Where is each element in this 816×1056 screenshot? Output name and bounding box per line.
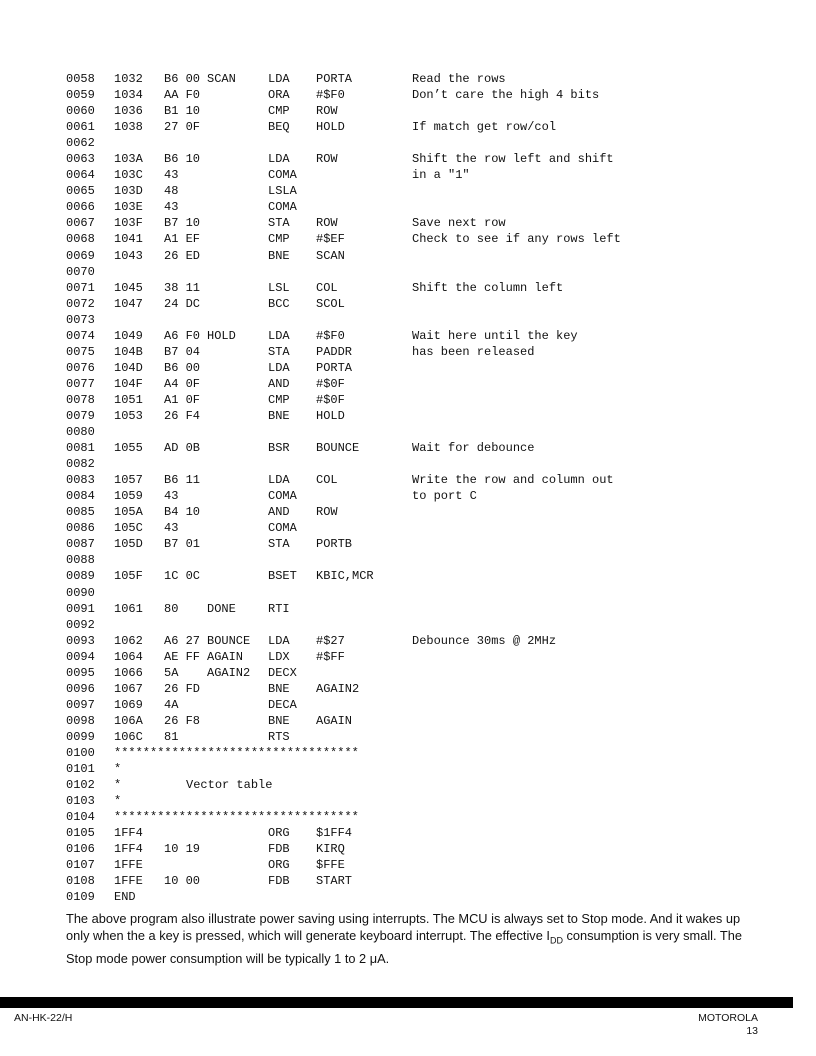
address: 1FFE xyxy=(114,858,143,873)
address: 1057 xyxy=(114,473,143,488)
address: 1043 xyxy=(114,248,143,263)
operand: SCAN xyxy=(316,248,345,263)
line-number: 0079 xyxy=(66,408,95,423)
line-number: 0064 xyxy=(66,168,95,183)
operand: ROW xyxy=(316,505,338,520)
machine-code: AA F0 xyxy=(164,88,201,103)
label: SCAN xyxy=(207,72,236,86)
listing-text: ********************************** xyxy=(114,810,359,825)
label: HOLD xyxy=(207,328,236,343)
address: 1038 xyxy=(114,120,143,135)
opcode: LDA xyxy=(268,152,290,167)
machine-code: A1 0F xyxy=(164,392,201,407)
address: 1049 xyxy=(114,328,143,343)
address: 1061 xyxy=(114,601,143,616)
address: 1064 xyxy=(114,649,143,664)
operand: SCOL xyxy=(316,296,345,311)
address: 1059 xyxy=(114,489,143,504)
line-number: 0099 xyxy=(66,729,95,744)
operand: #$0F xyxy=(316,392,345,407)
opcode: FDB xyxy=(268,842,290,857)
address: 104F xyxy=(114,376,143,391)
comment: in a "1" xyxy=(412,168,470,183)
line-number: 0080 xyxy=(66,425,95,440)
operand: HOLD xyxy=(316,408,345,423)
line-number: 0082 xyxy=(66,457,95,472)
line-number: 0108 xyxy=(66,874,95,889)
operand: PADDR xyxy=(316,344,353,359)
body-paragraph xyxy=(66,910,754,967)
machine-code: 10 00 xyxy=(164,874,201,889)
line-number: 0094 xyxy=(66,649,95,664)
label: AGAIN xyxy=(207,649,244,664)
opcode: LDX xyxy=(268,649,290,664)
opcode: STA xyxy=(268,344,290,359)
line-number: 0088 xyxy=(66,553,95,568)
machine-code: B6 10 xyxy=(164,152,201,167)
line-number: 0098 xyxy=(66,713,95,728)
line-number: 0066 xyxy=(66,200,95,215)
opcode: BNE xyxy=(268,408,290,423)
address: 105C xyxy=(114,521,143,536)
address: END xyxy=(114,890,136,905)
machine-code: B7 10 xyxy=(164,216,201,231)
machine-code: B6 00 xyxy=(164,360,201,375)
line-number: 0103 xyxy=(66,794,95,809)
line-number: 0097 xyxy=(66,697,95,712)
opcode: BNE xyxy=(268,713,290,728)
machine-code: 43 xyxy=(164,168,179,183)
address: 1051 xyxy=(114,392,143,407)
line-number: 0081 xyxy=(66,441,95,456)
address: 1036 xyxy=(114,104,143,119)
line-number: 0105 xyxy=(66,826,95,841)
address: 103C xyxy=(114,168,143,183)
page-number: 13 xyxy=(746,1025,758,1037)
operand: START xyxy=(316,874,353,889)
comment: Shift the row left and shift xyxy=(412,152,614,167)
operand: KIRQ xyxy=(316,842,345,857)
opcode: RTS xyxy=(268,729,290,744)
operand: #$0F xyxy=(316,376,345,391)
address: 1067 xyxy=(114,681,143,696)
address: 105D xyxy=(114,537,143,552)
line-number: 0107 xyxy=(66,858,95,873)
line-number: 0093 xyxy=(66,633,95,648)
machine-code: 27 0F xyxy=(164,120,201,135)
line-number: 0062 xyxy=(66,136,95,151)
label: BOUNCE xyxy=(207,633,251,648)
line-number: 0106 xyxy=(66,842,95,857)
opcode: COMA xyxy=(268,168,297,183)
address: 103D xyxy=(114,184,143,199)
opcode: LDA xyxy=(268,72,290,86)
machine-code: AE FF xyxy=(164,649,201,664)
line-number: 0075 xyxy=(66,344,95,359)
address: 1032 xyxy=(114,72,143,86)
address: 1062 xyxy=(114,633,143,648)
comment: Debounce 30ms @ 2MHz xyxy=(412,633,557,648)
opcode: BSR xyxy=(268,441,290,456)
paragraph-text-2: consumption is very small. The Stop mode power consumption will be typically 1 to 2 μA. xyxy=(66,928,742,966)
machine-code: B1 10 xyxy=(164,104,201,119)
machine-code: B6 00 xyxy=(164,72,201,86)
footer-right xyxy=(698,1012,758,1038)
listing-text: * xyxy=(114,762,122,777)
operand: ROW xyxy=(316,216,338,231)
operand: COL xyxy=(316,473,338,488)
line-number: 0059 xyxy=(66,88,95,103)
opcode: ORG xyxy=(268,826,290,841)
opcode: CMP xyxy=(268,104,290,119)
operand: $FFE xyxy=(316,858,345,873)
address: 103A xyxy=(114,152,143,167)
operand: #$FF xyxy=(316,649,345,664)
line-number: 0071 xyxy=(66,280,95,295)
opcode: LSL xyxy=(268,280,290,295)
comment: to port C xyxy=(412,489,477,504)
opcode: STA xyxy=(268,537,290,552)
line-number: 0083 xyxy=(66,473,95,488)
line-number: 0058 xyxy=(66,72,95,86)
machine-code: 1C 0C xyxy=(164,569,201,584)
opcode: LSLA xyxy=(268,184,297,199)
line-number: 0091 xyxy=(66,601,95,616)
line-number: 0061 xyxy=(66,120,95,135)
line-number: 0070 xyxy=(66,264,95,279)
machine-code: B7 04 xyxy=(164,344,201,359)
opcode: BNE xyxy=(268,248,290,263)
operand: PORTA xyxy=(316,360,353,375)
footer-rule xyxy=(0,997,793,1008)
address: 1066 xyxy=(114,665,143,680)
line-number: 0109 xyxy=(66,890,95,905)
opcode: DECX xyxy=(268,665,297,680)
opcode: LDA xyxy=(268,360,290,375)
comment: Read the rows xyxy=(412,72,506,86)
line-number: 0101 xyxy=(66,762,95,777)
line-number: 0092 xyxy=(66,617,95,632)
comment: Write the row and column out xyxy=(412,473,614,488)
brand-name: MOTOROLA xyxy=(698,1012,758,1024)
line-number: 0063 xyxy=(66,152,95,167)
address: 103F xyxy=(114,216,143,231)
line-number: 0076 xyxy=(66,360,95,375)
address: 1041 xyxy=(114,232,143,247)
opcode: CMP xyxy=(268,392,290,407)
address: 106C xyxy=(114,729,143,744)
operand: PORTA xyxy=(316,72,353,86)
machine-code: 43 xyxy=(164,200,179,215)
machine-code: AD 0B xyxy=(164,441,201,456)
operand: $1FF4 xyxy=(316,826,353,841)
machine-code: A6 27 xyxy=(164,633,201,648)
address: 105F xyxy=(114,569,143,584)
address: 1047 xyxy=(114,296,143,311)
label: DONE xyxy=(207,601,236,616)
opcode: LDA xyxy=(268,473,290,488)
label: AGAIN2 xyxy=(207,665,251,680)
machine-code: 26 ED xyxy=(164,248,201,263)
operand: KBIC,MCR xyxy=(316,569,374,584)
machine-code: 38 11 xyxy=(164,280,201,295)
address: 1053 xyxy=(114,408,143,423)
line-number: 0090 xyxy=(66,585,95,600)
line-number: 0087 xyxy=(66,537,95,552)
machine-code: A4 0F xyxy=(164,376,201,391)
opcode: LDA xyxy=(268,633,290,648)
line-number: 0068 xyxy=(66,232,95,247)
machine-code: 24 DC xyxy=(164,296,201,311)
opcode: COMA xyxy=(268,200,297,215)
opcode: ORA xyxy=(268,88,290,103)
address: 1FFE xyxy=(114,874,143,889)
operand: COL xyxy=(316,280,338,295)
operand: ROW xyxy=(316,152,338,167)
operand: #$EF xyxy=(316,232,345,247)
opcode: AND xyxy=(268,505,290,520)
line-number: 0089 xyxy=(66,569,95,584)
line-number: 0085 xyxy=(66,505,95,520)
operand: AGAIN xyxy=(316,713,353,728)
operand: BOUNCE xyxy=(316,441,360,456)
line-number: 0104 xyxy=(66,810,95,825)
address: 1045 xyxy=(114,280,143,295)
opcode: BCC xyxy=(268,296,290,311)
address: 1069 xyxy=(114,697,143,712)
machine-code: 48 xyxy=(164,184,179,199)
operand: PORTB xyxy=(316,537,353,552)
line-number: 0086 xyxy=(66,521,95,536)
address: 105A xyxy=(114,505,143,520)
listing-text: * xyxy=(114,794,122,809)
operand: #$F0 xyxy=(316,328,345,343)
listing-text: ********************************** xyxy=(114,745,359,760)
line-number: 0069 xyxy=(66,248,95,263)
line-number: 0102 xyxy=(66,778,95,793)
comment: Wait here until the key xyxy=(412,328,578,343)
address: 103E xyxy=(114,200,143,215)
opcode: STA xyxy=(268,216,290,231)
line-number: 0060 xyxy=(66,104,95,119)
opcode: RTI xyxy=(268,601,290,616)
machine-code: B6 11 xyxy=(164,473,201,488)
address: 104B xyxy=(114,344,143,359)
operand: ROW xyxy=(316,104,338,119)
machine-code: 5A xyxy=(164,665,179,680)
machine-code: A6 F0 xyxy=(164,328,201,343)
opcode: ORG xyxy=(268,858,290,873)
operand: HOLD xyxy=(316,120,345,135)
operand: AGAIN2 xyxy=(316,681,360,696)
machine-code: B4 10 xyxy=(164,505,201,520)
line-number: 0096 xyxy=(66,681,95,696)
opcode: BNE xyxy=(268,681,290,696)
address: 1FF4 xyxy=(114,842,143,857)
opcode: CMP xyxy=(268,232,290,247)
line-number: 0078 xyxy=(66,392,95,407)
machine-code: 43 xyxy=(164,489,179,504)
operand: #$F0 xyxy=(316,88,345,103)
line-number: 0067 xyxy=(66,216,95,231)
address: 1055 xyxy=(114,441,143,456)
line-number: 0095 xyxy=(66,665,95,680)
comment: Save next row xyxy=(412,216,506,231)
machine-code: A1 EF xyxy=(164,232,201,247)
listing-text: * Vector table xyxy=(114,778,273,793)
comment: Don’t care the high 4 bits xyxy=(412,88,600,103)
address: 106A xyxy=(114,713,143,728)
opcode: COMA xyxy=(268,521,297,536)
comment: If match get row/col xyxy=(412,120,557,135)
line-number: 0065 xyxy=(66,184,95,199)
line-number: 0074 xyxy=(66,328,95,343)
line-number: 0077 xyxy=(66,376,95,391)
operand: #$27 xyxy=(316,633,345,648)
machine-code: 80 xyxy=(164,601,179,616)
address: 1034 xyxy=(114,88,143,103)
opcode: COMA xyxy=(268,489,297,504)
line-number: 0084 xyxy=(66,489,95,504)
address: 104D xyxy=(114,360,143,375)
comment: Check to see if any rows left xyxy=(412,232,621,247)
line-number: 0100 xyxy=(66,745,95,760)
machine-code: B7 01 xyxy=(164,537,201,552)
line-number: 0072 xyxy=(66,296,95,311)
opcode: BEQ xyxy=(268,120,290,135)
opcode: BSET xyxy=(268,569,297,584)
machine-code: 4A xyxy=(164,697,179,712)
address: 1FF4 xyxy=(114,826,143,841)
paragraph-text-1: The above program also illustrate power saving using interrupts. The MCU is always set to Stop mode. And it wakes up only when the a key is pressed, which will generate keyboard interrupt. The effective I xyxy=(66,911,741,944)
machine-code: 81 xyxy=(164,729,179,744)
opcode: LDA xyxy=(268,328,290,343)
comment: Wait for debounce xyxy=(412,441,535,456)
machine-code: 26 FD xyxy=(164,681,201,696)
machine-code: 43 xyxy=(164,521,179,536)
opcode: DECA xyxy=(268,697,297,712)
opcode: FDB xyxy=(268,874,290,889)
opcode: AND xyxy=(268,376,290,391)
comment: Shift the column left xyxy=(412,280,564,295)
comment: has been released xyxy=(412,344,535,359)
machine-code: 10 19 xyxy=(164,842,201,857)
machine-code: 26 F8 xyxy=(164,713,201,728)
paragraph-subscript: DD xyxy=(549,935,563,946)
document-id: AN-HK-22/H xyxy=(14,1012,73,1024)
machine-code: 26 F4 xyxy=(164,408,201,423)
line-number: 0073 xyxy=(66,312,95,327)
